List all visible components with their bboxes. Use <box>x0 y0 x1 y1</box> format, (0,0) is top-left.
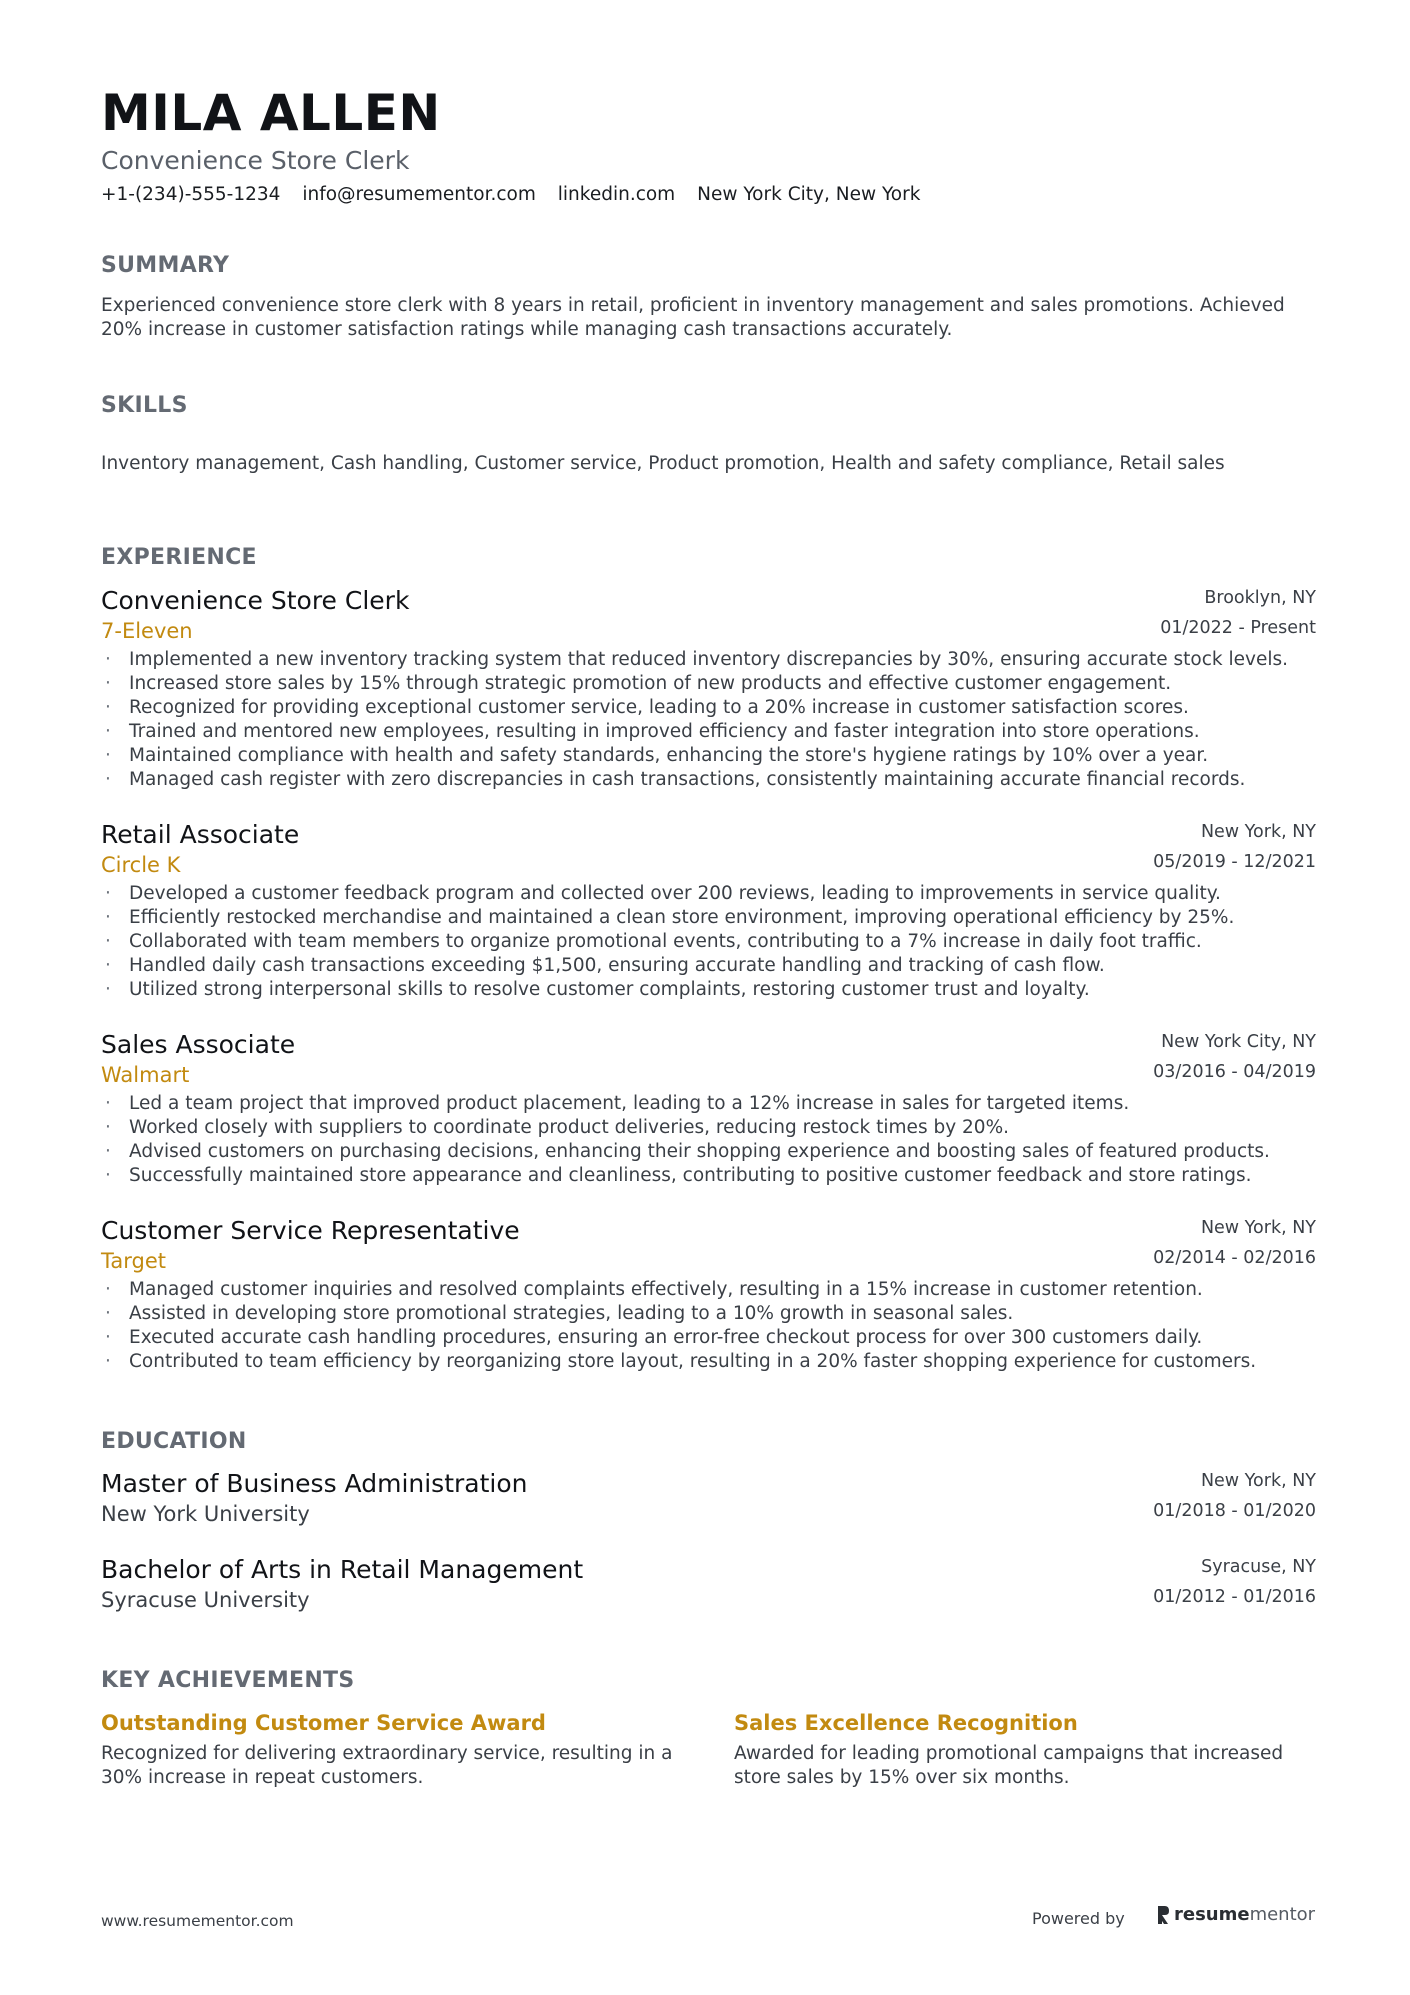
job-company: Circle K <box>101 853 181 877</box>
contact-linkedin[interactable]: linkedin.com <box>557 184 676 205</box>
bullet-item: · Handled daily cash transactions exceeding $1,500, ensuring accurate handling and tracking of cash flow. <box>101 954 1316 978</box>
achievement-desc: Recognized for delivering extraordinary service, resulting in a 30% increase in repeat customers. <box>101 1743 673 1788</box>
contact-phone[interactable]: +1-(234)-555-1234 <box>101 184 281 205</box>
job-bullets <box>101 1092 1316 1188</box>
bullet-item: · Recognized for providing exceptional customer service, leading to a 20% increase in customer satisfaction scores. <box>101 696 1316 720</box>
job-location: Brooklyn, NY <box>1204 588 1316 608</box>
job-title: Sales Associate <box>101 1030 296 1059</box>
school-name: New York University <box>101 1502 310 1526</box>
achievement-desc: Awarded for leading promotional campaigns that increased store sales by 15% over six months. <box>734 1743 1284 1788</box>
achievement-title: Sales Excellence Recognition <box>734 1711 1078 1735</box>
job-location: New York, NY <box>1200 822 1316 842</box>
education-location: New York, NY <box>1200 1471 1316 1491</box>
bullet-item: · Managed customer inquiries and resolved complaints effectively, resulting in a 15% increase in customer retention. <box>101 1278 1316 1302</box>
bullet-item: · Collaborated with team members to organize promotional events, contributing to a 7% increase in daily foot traffic. <box>101 930 1316 954</box>
education-location: Syracuse, NY <box>1201 1557 1316 1577</box>
education-dates: 01/2018 - 01/2020 <box>1153 1501 1316 1521</box>
bullet-item: · Successfully maintained store appearance and cleanliness, contributing to positive customer feedback and store ratings. <box>101 1164 1316 1188</box>
bullet-item: · Increased store sales by 15% through strategic promotion of new products and effective customer engagement. <box>101 672 1316 696</box>
job-bullets <box>101 1278 1316 1374</box>
bullet-item: · Efficiently restocked merchandise and maintained a clean store environment, improving operational efficiency by 25%. <box>101 906 1316 930</box>
contact-line <box>101 184 936 205</box>
bullet-item: · Developed a customer feedback program and collected over 200 reviews, leading to improvements in service quality. <box>101 882 1316 906</box>
education-heading: EDUCATION <box>101 1429 247 1454</box>
degree-title: Master of Business Administration <box>101 1469 528 1498</box>
bullet-item: · Trained and mentored new employees, resulting in improved efficiency and faster integration into store operations. <box>101 720 1316 744</box>
education-entry <box>101 1555 1316 1615</box>
job-entry <box>101 1216 1316 1374</box>
resumementor-logo[interactable] <box>1156 1904 1315 1925</box>
powered-by-label: Powered by <box>1032 1909 1125 1928</box>
candidate-name: MILA ALLEN <box>101 84 441 142</box>
contact-email[interactable]: info@resumementor.com <box>302 184 536 205</box>
bullet-item: · Implemented a new inventory tracking system that reduced inventory discrepancies by 30%, ensuring accurate stock levels. <box>101 648 1316 672</box>
bullet-item: · Executed accurate cash handling procedures, ensuring an error-free checkout process for over 300 customers daily. <box>101 1326 1316 1350</box>
job-title: Convenience Store Clerk <box>101 586 410 615</box>
job-entry <box>101 820 1316 1002</box>
logo-text-light: mentor <box>1249 1904 1316 1925</box>
achievement-item <box>734 1708 1324 1790</box>
skills-heading: SKILLS <box>101 393 188 418</box>
job-entry <box>101 1030 1316 1188</box>
degree-title: Bachelor of Arts in Retail Management <box>101 1555 584 1584</box>
footer-url[interactable]: www.resumementor.com <box>101 1912 294 1930</box>
achievements-heading: KEY ACHIEVEMENTS <box>101 1668 355 1693</box>
bullet-item: · Advised customers on purchasing decisions, enhancing their shopping experience and boosting sales of featured products. <box>101 1140 1316 1164</box>
experience-heading: EXPERIENCE <box>101 545 257 570</box>
job-dates: 05/2019 - 12/2021 <box>1153 852 1316 872</box>
bullet-item: · Assisted in developing store promotional strategies, leading to a 10% growth in seasonal sales. <box>101 1302 1316 1326</box>
job-bullets <box>101 648 1316 792</box>
bullet-item: · Maintained compliance with health and safety standards, enhancing the store's hygiene ratings by 10% over a year. <box>101 744 1316 768</box>
contact-location: New York City, New York <box>697 184 921 205</box>
education-dates: 01/2012 - 01/2016 <box>1153 1587 1316 1607</box>
bullet-item: · Contributed to team efficiency by reorganizing store layout, resulting in a 20% faster shopping experience for customers. <box>101 1350 1316 1374</box>
job-title: Retail Associate <box>101 820 300 849</box>
education-entry <box>101 1469 1316 1529</box>
job-dates: 01/2022 - Present <box>1160 618 1316 638</box>
summary-text: Experienced convenience store clerk with 8 years in retail, proficient in inventory management and sales promotions. Achieved 20% increase in customer satisfaction ratings while managing cash transactions accurately. <box>101 295 1285 340</box>
job-company: 7-Eleven <box>101 619 193 643</box>
job-location: New York City, NY <box>1161 1032 1316 1052</box>
summary-heading: SUMMARY <box>101 253 230 278</box>
job-company: Walmart <box>101 1063 190 1087</box>
school-name: Syracuse University <box>101 1588 310 1612</box>
job-dates: 03/2016 - 04/2019 <box>1153 1062 1316 1082</box>
resumementor-logo-icon <box>1156 1905 1170 1925</box>
achievement-title: Outstanding Customer Service Award <box>101 1711 546 1735</box>
job-entry <box>101 586 1316 792</box>
job-location: New York, NY <box>1200 1218 1316 1238</box>
job-company: Target <box>101 1249 166 1273</box>
achievement-item <box>101 1708 691 1790</box>
bullet-item: · Worked closely with suppliers to coordinate product deliveries, reducing restock times by 20%. <box>101 1116 1316 1140</box>
logo-text-bold: resume <box>1174 1904 1250 1925</box>
bullet-item: · Managed cash register with zero discrepancies in cash transactions, consistently maintaining accurate financial records. <box>101 768 1316 792</box>
job-bullets <box>101 882 1316 1002</box>
job-dates: 02/2014 - 02/2016 <box>1153 1248 1316 1268</box>
logo-text <box>1174 1904 1315 1925</box>
bullet-item: · Utilized strong interpersonal skills to resolve customer complaints, restoring customer trust and loyalty. <box>101 978 1316 1002</box>
candidate-title: Convenience Store Clerk <box>101 146 410 175</box>
job-title: Customer Service Representative <box>101 1216 520 1245</box>
skills-text: Inventory management, Cash handling, Customer service, Product promotion, Health and safety compliance, Retail sales <box>101 453 1225 474</box>
bullet-item: · Led a team project that improved product placement, leading to a 12% increase in sales for targeted items. <box>101 1092 1316 1116</box>
